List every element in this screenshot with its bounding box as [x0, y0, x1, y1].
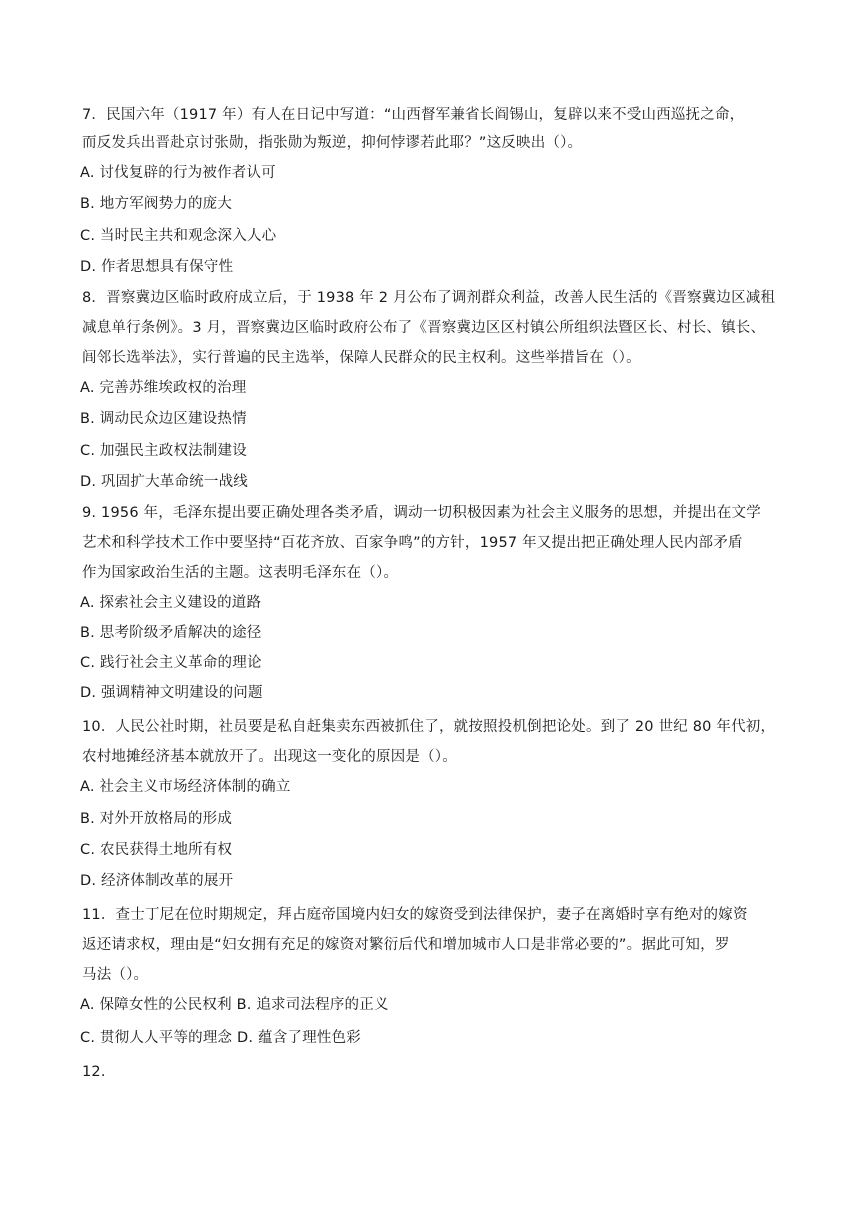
question-9-stem-line-3: 作为国家政治生活的主题。这表明毛泽东在（）。 — [82, 565, 399, 581]
question-8-option-c: C. 加强民主政权法制建设 — [80, 443, 247, 459]
question-10-option-d: D. 经济体制改革的展开 — [80, 873, 234, 889]
question-10-stem-line-2: 农村地摊经济基本就放开了。出现这一变化的原因是（）。 — [82, 749, 457, 765]
question-10-option-c: C. 农民获得土地所有权 — [80, 842, 233, 858]
question-7-stem-line-1: 7．民国六年（1917 年）有人在日记中写道：“山西督军兼省长阎锡山，复辟以来不受山西巡抚之命， — [82, 107, 745, 123]
question-10-stem-line-1: 10．人民公社时期，社员要是私自赶集卖东西被抓住了，就按照投机倒把论处。到了 20 世纪 80 年代初， — [82, 719, 776, 735]
question-8-option-a: A. 完善苏维埃政权的治理 — [80, 380, 247, 396]
question-8-option-b: B. 调动民众边区建设热情 — [80, 411, 247, 427]
question-10-option-a: A. 社会主义市场经济体制的确立 — [80, 779, 291, 795]
question-8-option-d: D. 巩固扩大革命统一战线 — [80, 474, 248, 490]
question-8-stem-line-1: 8．晋察冀边区临时政府成立后，于 1938 年 2 月公布了调剂群众利益，改善人民生活的《晋察冀边区减租 — [82, 290, 776, 306]
question-7-stem-line-2: 而反发兵出晋赴京讨张勋，指张勋为叛逆，抑何悖谬若此耶？”这反映出（）。 — [82, 135, 583, 151]
question-11-stem-line-1: 11．查士丁尼在位时期规定，拜占庭帝国境内妇女的嫁资受到法律保护，妻子在离婚时享有绝对的嫁资 — [82, 907, 748, 923]
question-11-options-line-2: C. 贯彻人人平等的理念 D. 蕴含了理性色彩 — [80, 1030, 361, 1046]
question-11-stem-line-3: 马法（）。 — [82, 967, 149, 983]
question-9-option-a: A. 探索社会主义建设的道路 — [80, 595, 262, 611]
question-11-stem-line-2: 返还请求权，理由是“妇女拥有充足的嫁资对繁衍后代和增加城市人口是非常必要的”。据此可知，罗 — [82, 937, 730, 953]
question-9-option-c: C. 践行社会主义革命的理论 — [80, 655, 262, 671]
question-10-option-b: B. 对外开放格局的形成 — [80, 811, 233, 827]
question-12-stem-line-1: 12. — [82, 1064, 106, 1080]
question-8-stem-line-2: 减息单行条例》。3 月，晋察冀边区临时政府公布了《晋察冀边区区村镇公所组织法暨区长、村长、镇长、 — [82, 320, 766, 336]
question-9-stem-line-2: 艺术和科学技术工作中要坚持“百花齐放、百家争鸣”的方针，1957 年又提出把正确处理人民内部矛盾 — [82, 535, 743, 551]
question-9-stem-line-1: 9. 1956 年，毛泽东提出要正确处理各类矛盾，调动一切积极因素为社会主义服务的思想，并提出在文学 — [82, 505, 761, 521]
question-8-stem-line-3: 闾邻长选举法》，实行普遍的民主选举，保障人民群众的民主权利。这些举措旨在（）。 — [82, 350, 641, 366]
question-7-option-a: A. 讨伐复辟的行为被作者认可 — [80, 165, 276, 181]
question-7-option-d: D. 作者思想具有保守性 — [80, 259, 234, 275]
question-9-option-d: D. 强调精神文明建设的问题 — [80, 685, 263, 701]
question-7-option-b: B. 地方军阀势力的庞大 — [80, 196, 233, 212]
question-9-option-b: B. 思考阶级矛盾解决的途径 — [80, 625, 262, 641]
question-11-options-line-1: A. 保障女性的公民权利 B. 追求司法程序的正义 — [80, 997, 389, 1013]
question-7-option-c: C. 当时民主共和观念深入人心 — [80, 228, 277, 244]
